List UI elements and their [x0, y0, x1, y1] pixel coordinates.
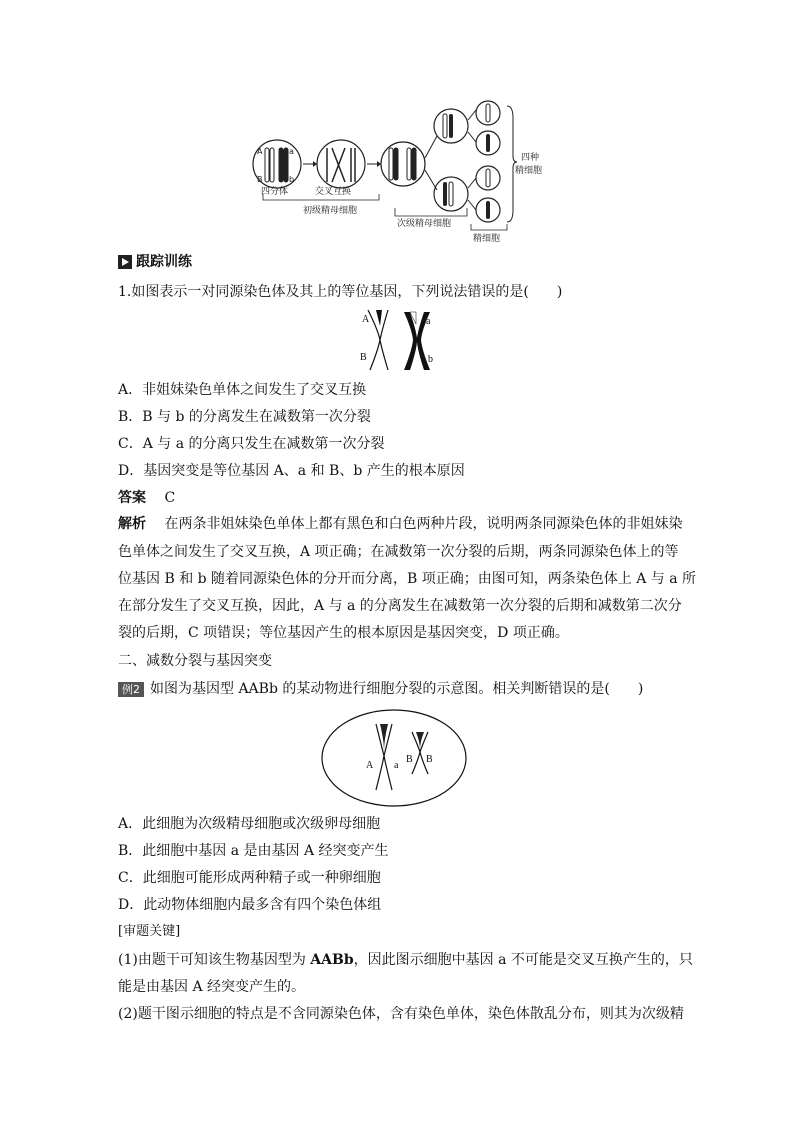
key1-text-pre: (1)由题干可知该生物基因型为 [118, 952, 311, 968]
gene-label-B: B [426, 754, 433, 765]
section-header-followup [118, 253, 192, 271]
analysis-line-1 [118, 514, 682, 534]
example-badge: 例2 [118, 682, 144, 697]
cell-outline [322, 710, 466, 806]
section-title-2: 二、减数分裂与基因突变 [118, 653, 272, 669]
analysis-label: 解析 [118, 516, 146, 532]
section-title: 跟踪训练 [136, 254, 192, 270]
crossover-cell [317, 140, 365, 188]
label-primary-spermatocyte: 初级精母细胞 [303, 206, 358, 216]
analysis-line-4: 在部分发生了交叉互换，因此，A 与 a 的分离发生在减数第一次分裂的后期和减数第二次分 [118, 598, 682, 614]
key1-line2: 能是由基因 A 经突变产生的。 [118, 979, 306, 995]
homologous-chromosome-figure [358, 308, 438, 372]
key2-line1: (2)题干图示细胞的特点是不含同源染色体，含有染色单体，染色体散乱分布，则其为次级精 [118, 1006, 684, 1022]
analysis-line-3: 位基因 B 和 b 随着同源染色体的分开而分离，B 项正确；由图可知，两条染色体上 A 与 a 所 [118, 571, 697, 587]
answer-label: 答案 [118, 490, 146, 506]
label-secondary-spermatocyte: 次级精母细胞 [397, 219, 452, 229]
key1-genotype: AABb [310, 952, 354, 968]
answer-line [118, 488, 175, 508]
key-title: [审题关键] [118, 924, 181, 939]
answer-value: C [164, 490, 176, 506]
key1-text-post: ，因此图示细胞中基因 a 不可能是交叉互换产生的，只 [353, 952, 693, 968]
ex2-option-a: A．此细胞为次级精母细胞或次级卵母细胞 [118, 816, 381, 832]
label-spermatid-2: 精细胞 [515, 166, 543, 176]
ex2-option-b: B．此细胞中基因 a 是由基因 A 经突变产生 [118, 843, 389, 859]
ex2-option-c: C．此细胞可能形成两种精子或一种卵细胞 [118, 870, 381, 886]
gene-label: b [289, 175, 295, 184]
option-a: A．非姐妹染色单体之间发生了交叉互换 [118, 382, 367, 398]
gene-label-b: b [428, 354, 433, 365]
label-spermatid: 精细胞 [473, 234, 501, 244]
label-crossover: 交叉互换 [315, 187, 352, 197]
gene-label-B: B [406, 754, 413, 765]
gene-label: B [257, 175, 263, 184]
label-tetrad: 四分体 [261, 187, 289, 197]
gene-label-a: a [394, 760, 399, 771]
play-icon [118, 255, 132, 269]
example-stem-text: 如图为基因型 AABb 的某动物进行细胞分裂的示意图。相关判断错误的是( ) [150, 681, 644, 697]
gene-label: A [257, 147, 263, 156]
analysis-text: 在两条非姐妹染色单体上都有黑色和白色两种片段，说明两条同源染色体的非姐妹染 [164, 516, 683, 532]
option-c: C．A 与 a 的分离只发生在减数第一次分裂 [118, 436, 385, 452]
gene-label-A: A [366, 760, 374, 771]
label-four-kinds: 四种 [521, 153, 540, 163]
question-stem: 1.如图表示一对同源染色体及其上的等位基因，下列说法错误的是( ) [118, 284, 563, 300]
gene-label-B: B [360, 352, 367, 363]
option-d: D．基因突变是等位基因 A、a 和 B、b 产生的根本原因 [118, 463, 465, 479]
ex2-option-d: D．此动物体细胞内最多含有四个染色体组 [118, 897, 382, 913]
cell-division-figure [320, 708, 468, 808]
option-b: B．B 与 b 的分离发生在减数第一次分裂 [118, 409, 371, 425]
meiosis-diagram [245, 98, 545, 246]
analysis-line-2: 色单体之间发生了交叉互换，A 项正确；在减数第一次分裂的后期，两条同源染色体上的等 [118, 544, 679, 560]
gene-label: a [289, 147, 294, 156]
gene-label-A: A [362, 314, 370, 325]
key1-line1 [118, 950, 693, 970]
primary-spermatocyte-cell [381, 142, 425, 186]
gene-label-a: a [426, 316, 431, 327]
example-stem [118, 679, 643, 700]
analysis-line-5: 裂的后期，C 项错误；等位基因产生的根本原因是基因突变，D 项正确。 [118, 625, 569, 641]
